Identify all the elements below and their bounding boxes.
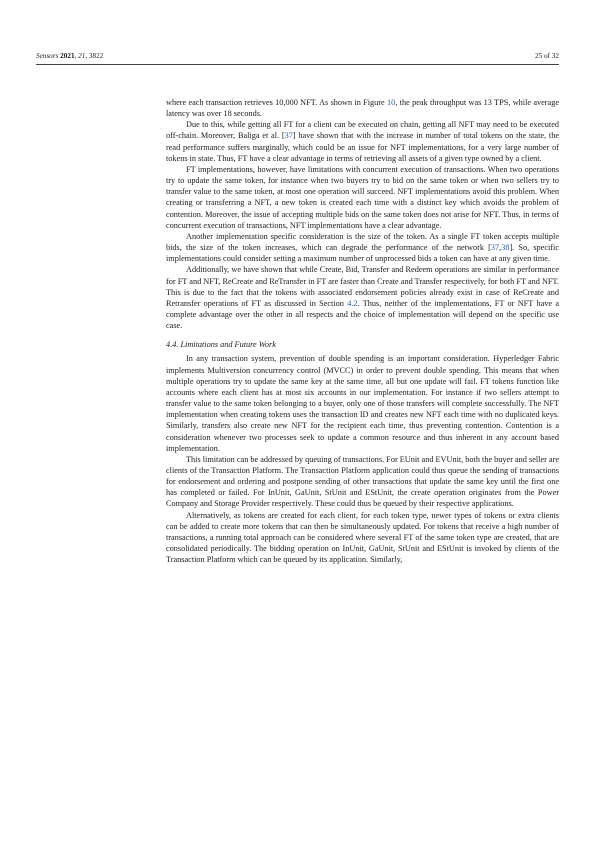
paragraph [166,264,559,331]
citation-link[interactable]: 10 [387,98,396,107]
citation-link[interactable]: 4.2 [347,298,358,308]
text-run: ]. So, specific implementations could consider setting a maximum number of unprocessed bids a token can have at any given time. [166,243,559,264]
article-number: 3822 [88,52,104,60]
running-header: Sensors 2021, 21, 3822 25 of 32 [36,52,559,60]
text-run: , the peak throughput was 13 TPS, while average latency was over 18 seconds. [166,98,559,119]
body-text [166,97,559,565]
paragraph [166,510,559,566]
paragraph [166,231,559,264]
text-run: FT implementations, however, have limitations with concurrent execution of transactions. When two operations try to update the same token, for instance when two buyers try to bid on the same token or when two sellers try to transfer value to the same token, at most one operation will succeed. NFT implementations avoid this problem. When creating or transferring a NFT, a new token is created each time with a distinct key which avoids the problem of contention. Moreover, the issue of accepting multiple bids on the same token does not arise for NFT. Thus, in terms of concurrent execution of transactions, NFT implementations have a clear advantage. [166,164,559,230]
text-run: . Thus, neither of the implementations, FT or NFT have a complete advantage over the other in all respects and the choice of implementation will depend on the specific use case. [166,298,559,331]
citation-link[interactable]: 38 [501,243,510,253]
header-rule [36,64,559,65]
text-run: Due to this, while getting all FT for a client can be executed on chain, getting all NFT may need to be executed off-chain. Moreover, Baliga et al. [ [166,120,559,141]
text-run: where each transaction retrieves 10,000 NFT. As shown in Figure [166,98,388,107]
page-number: 25 of 32 [535,52,559,60]
citation-link[interactable]: 37 [490,243,500,253]
section-heading: 4.4. Limitations and Future Work [166,340,276,350]
paragraph [166,97,559,119]
text-run: ] have shown that with the increase in number of total tokens on the state, the read performance suffers marginally, which could be an issue for NFT implementations, for a very large number of tokens in state. Thus, FT have a clear advantage in terms of retrieving all assets of a given type owned by a client. [166,131,559,163]
text-run: Additionally, we have shown that while Create, Bid, Transfer and Redeem operations are similar in performance for FT and NFT, ReCreate and ReTransfer in FT are faster than Create and Transfer respectively, for both FT and NFT. This is due to the fact that the tokens with associated endorsement policies already exist in case of ReCreate and Retransfer operations of FT as discussed in Section [166,265,559,308]
paragraph [166,164,559,231]
paragraph [166,353,559,453]
text-run: , [499,243,502,253]
journal-year: 2021 [60,52,75,60]
citation-link[interactable]: 37 [284,131,293,141]
text-run: This limitation can be addressed by queuing of transactions. For EUnit and EVUnit, both the buyer and seller are clients of the Transaction Platform. The Transaction Platform application could thus queue the sending of transactions for endorsement and ordering and postpone sending of other transactions that update the same key until the first one has completed or failed. For InUnit, GaUnit, StUnit and EStUnit, the create operation originates from the Power Company and Storage Provider respectively. These could thus be queued by their respective applications. [166,454,559,509]
paragraph [166,454,559,510]
journal-name: Sensors [36,52,59,60]
journal-volume: 21 [78,52,86,60]
text-run: In any transaction system, prevention of double spending is an important consideration. Hyperledger Fabric implements Multiversion concurrency control (MVCC) in order to prevent double spending. This means that when multiple operations try to update the same key at the same time, all but one update will fail. FT tokens function like accounts where each client has at most six accounts in our implementation. For instance if two sellers attempt to transfer value to the same token belonging to a buyer, only one of those transfers will complete successfully. The NFT implementation when creating tokens uses the transaction ID and creates new NFT each time with no duplicated keys. Similarly, transfers also create new NFT for the recipient each time, thus preventing contention. Contention is a consideration whenever two processes seek to update a common resource and thus inherent in any account based implementation. [166,354,559,453]
paragraph [166,119,559,164]
text-run: Alternatively, as tokens are created for each client, for each token type, newer types of tokens or extra clients can be added to create more tokens that can then be simultaneously updated. For tokens that receive a high number of transactions, a running total approach can be considered where several FT of the same token type are created, that are consolidated periodically. The bidding operation on InUnit, GaUnit, StUnit and EStUnit is invoked by clients of the Transaction Platform which can be queued by its application. Similarly, [166,510,559,565]
text-run: Another implementation specific consideration is the size of the token. As a single FT token accepts multiple bids, the size of the token increases, which can degrade the performance of the network [ [166,231,559,253]
